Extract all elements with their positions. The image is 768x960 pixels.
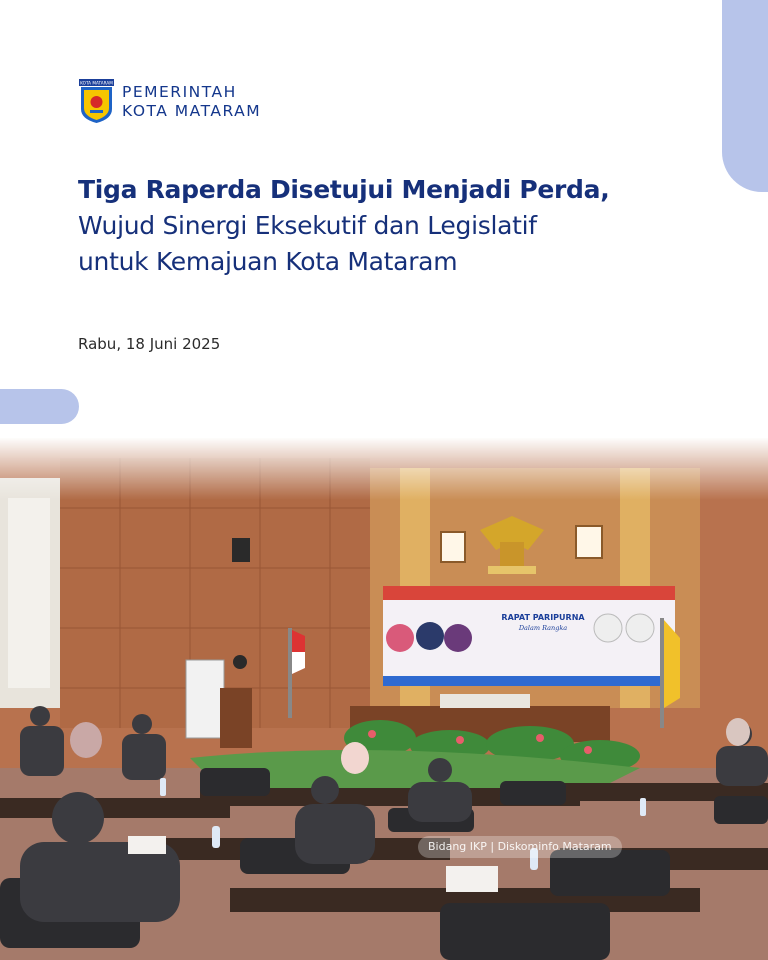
plenary-hall-illustration: [0, 438, 768, 960]
banner-subtitle: Dalam Rangka: [518, 624, 568, 632]
headline-line2: Wujud Sinergi Eksekutif dan Legislatif: [78, 211, 537, 240]
decor-corner-top-right: [722, 0, 768, 192]
headline: [78, 172, 698, 280]
banner-title: RAPAT PARIPURNA: [501, 613, 585, 622]
photo-fade-overlay: [0, 430, 768, 500]
logo-caption: KOTA MATARAM: [80, 80, 113, 86]
decor-pill-left: [0, 389, 79, 424]
brand-header: [79, 79, 261, 124]
headline-line3: untuk Kemajuan Kota Mataram: [78, 247, 458, 276]
publish-date: Rabu, 18 Juni 2025: [78, 335, 221, 353]
headline-line1: Tiga Raperda Disetujui Menjadi Perda,: [78, 175, 610, 204]
org-name-line2: KOTA MATARAM: [122, 101, 262, 120]
event-photo: [0, 438, 768, 960]
photo-credit-watermark: Bidang IKP | Diskominfo Mataram: [418, 836, 622, 858]
org-name-line1: PEMERINTAH: [122, 82, 237, 101]
org-name: [122, 83, 261, 121]
city-emblem-icon: [79, 79, 114, 124]
